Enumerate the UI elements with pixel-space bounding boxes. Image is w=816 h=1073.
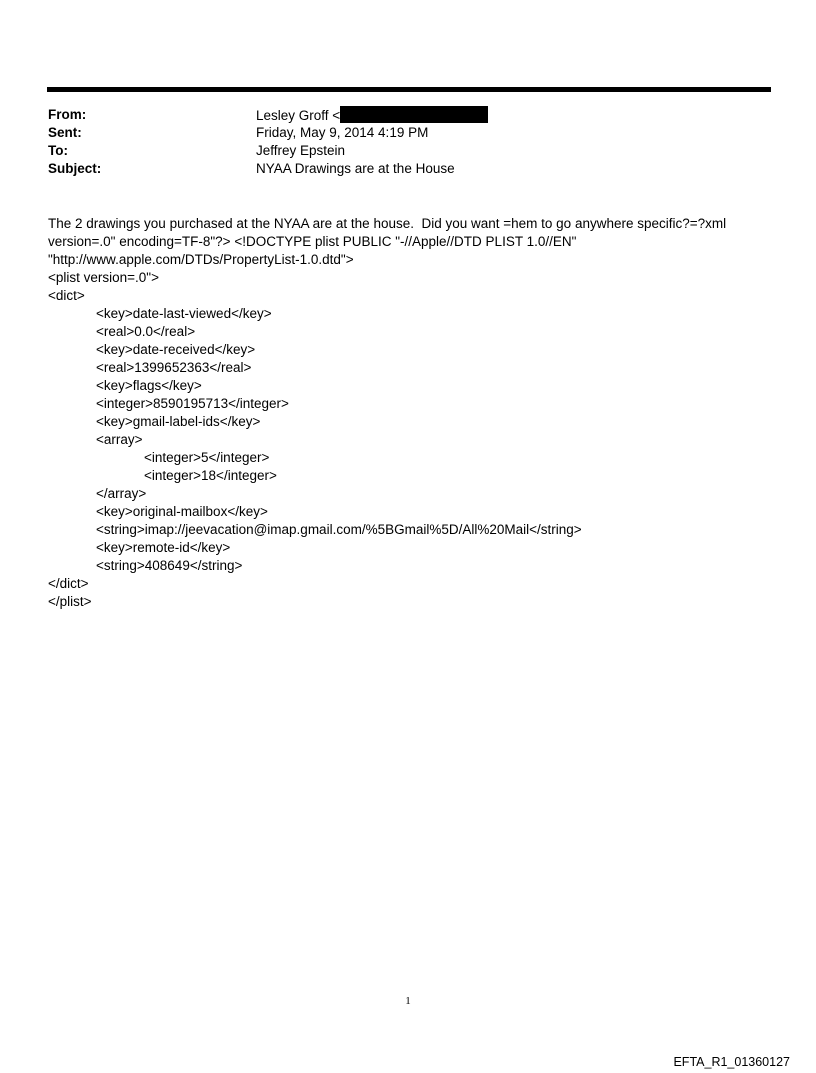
body-line: <key>date-last-viewed</key> (96, 306, 272, 321)
body-line: <real>1399652363</real> (96, 360, 252, 375)
body-line: <key>flags</key> (96, 378, 202, 393)
to-label: To: (48, 143, 68, 158)
body-line: <string>imap://jeevacation@imap.gmail.com/%5BGmail%5D/All%20Mail</string> (96, 522, 582, 537)
to-value: Jeffrey Epstein (256, 143, 346, 158)
sent-value: Friday, May 9, 2014 4:19 PM (256, 125, 429, 140)
body-line: <array> (96, 432, 143, 447)
body-line: </dict> (48, 576, 89, 591)
body-line: The 2 drawings you purchased at the NYAA are at the house. Did you want =hem to go anywhere specific?=?xml (48, 216, 727, 231)
body-line: <integer>18</integer> (144, 468, 277, 483)
redaction-box (340, 106, 488, 123)
body-line: "http://www.apple.com/DTDs/PropertyList-1.0.dtd"> (48, 252, 354, 267)
body-line: <key>original-mailbox</key> (96, 504, 268, 519)
subject-value: NYAA Drawings are at the House (256, 161, 455, 176)
body-line: <real>0.0</real> (96, 324, 196, 339)
sent-label: Sent: (48, 125, 82, 140)
from-label: From: (48, 107, 87, 122)
body-line: <dict> (48, 288, 85, 303)
from-value (256, 106, 488, 125)
body-line: version=.0" encoding=TF-8"?> <!DOCTYPE plist PUBLIC "-//Apple//DTD PLIST 1.0//EN" (48, 234, 577, 249)
page-number: 1 (405, 995, 411, 1007)
body-line: <integer>5</integer> (144, 450, 270, 465)
header-rule (47, 87, 771, 92)
body-line: <plist version=.0"> (48, 270, 159, 285)
body-line: <key>date-received</key> (96, 342, 256, 357)
body-line: <string>408649</string> (96, 558, 243, 573)
body-line: </array> (96, 486, 147, 501)
email-body (48, 215, 768, 611)
body-line: <integer>8590195713</integer> (96, 396, 289, 411)
sender-name: Lesley Groff < (256, 108, 341, 123)
subject-label: Subject: (48, 161, 102, 176)
body-line: <key>gmail-label-ids</key> (96, 414, 261, 429)
body-line: </plist> (48, 594, 92, 609)
body-line: <key>remote-id</key> (96, 540, 231, 555)
document-id: EFTA_R1_01360127 (673, 1055, 790, 1069)
